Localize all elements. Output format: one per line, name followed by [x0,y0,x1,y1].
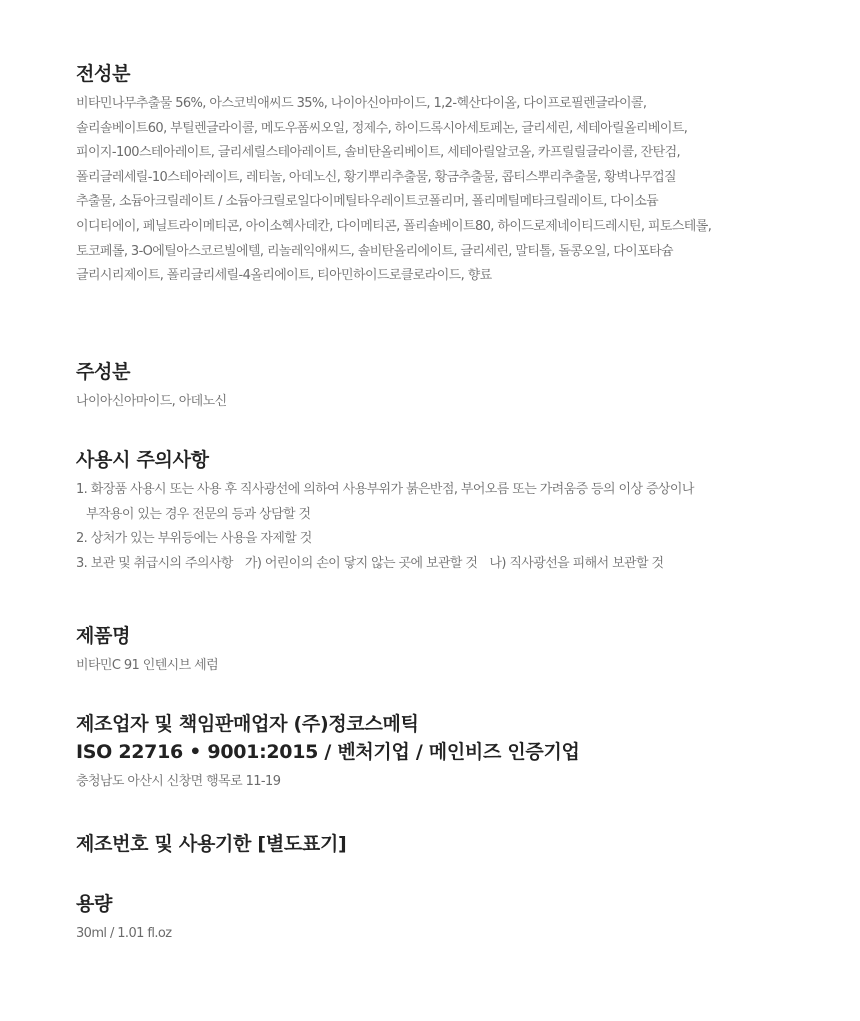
ingredients-list [76,92,711,289]
caution-item-1-line-1: 1. 화장품 사용시 또는 사용 후 직사광선에 의하여 사용부위가 붉은반점, 부어오름 또는 가려움증 등의 이상 증상이나 [76,482,694,497]
caution-item-3 [76,552,694,577]
caution-title: 사용시 주의사항 [76,449,209,471]
lot-section [76,830,346,858]
caution-list [76,478,694,576]
volume-text: 30ml / 1.01 fl.oz [76,926,172,941]
product-name-text: 비타민C 91 인텐시브 세럼 [76,658,219,673]
volume-title: 용량 [76,893,113,915]
certification-title: ISO 22716 • 9001:2015 / 벤처기업 / 메인비즈 인증기업 [76,741,580,763]
ingredients-line: 솔리솔베이트60, 부틸렌글라이콜, 메도우폼씨오일, 정제수, 하이드록시아세토페논, 글리세린, 세테아릴올리베이트, [76,120,688,136]
key-ingredients-title: 주성분 [76,361,131,383]
caution-item-3-b: 나) 직사광선을 피해서 보관할 것 [489,555,664,571]
ingredients-line: 토코페롤, 3-O에틸아스코르빌에텔, 리놀레익애씨드, 솔비탄올리에이트, 글리세린, 말티톨, 돌콩오일, 다이포타슘 [76,243,674,259]
ingredients-line: 폴리글레세릴-10스테아레이트, 레티놀, 아데노신, 황기뿌리추출물, 황금추출물, 콥티스뿌리추출물, 황벽나무껍질 [76,169,676,185]
ingredients-line: 피이지-100스테아레이트, 글리세릴스테아레이트, 솔비탄올리베이트, 세테아릴알코올, 카프릴릴글라이콜, 잔탄검, [76,145,681,161]
caution-item-1-line-2: 부작용이 있는 경우 전문의 등과 상담할 것 [86,506,311,522]
ingredients-line: 글리시리제이트, 폴리글리세릴-4올리에이트, 티아민하이드로클로라이드, 향료 [76,268,492,284]
ingredients-line: 추출물, 소듐아크릴레이트 / 소듐아크릴로일다이메틸타우레이트코폴리머, 폴리메틸메타크릴레이트, 다이소듐 [76,194,659,210]
key-ingredients-section [76,358,227,415]
ingredients-line: 이디티에이, 페닐트라이메티콘, 아이소헥사데칸, 다이메티콘, 폴리솔베이트80, 하이드로제네이티드레시틴, 피토스테롤, [76,218,712,234]
caution-item-2: 2. 상처가 있는 부위등에는 사용을 자제할 것 [76,531,312,547]
key-ingredients-text: 나이아신아마이드, 아데노신 [76,394,227,409]
volume-section [76,890,171,947]
lot-title: 제조번호 및 사용기한 [별도표기] [76,833,347,855]
caution-section [76,446,694,576]
ingredients-section [76,60,711,289]
product-name-section [76,622,218,679]
caution-item-3-heading: 3. 보관 및 취급시의 주의사항 [76,555,233,571]
ingredients-line: 비타민나무추출물 56%, 아스코빅애씨드 35%, 나이아신아마이드, 1,2-헥산다이올, 다이프로필렌글라이콜, [76,96,647,111]
product-name-title: 제품명 [76,625,131,647]
manufacturer-section [76,710,580,795]
ingredients-title: 전성분 [76,63,131,85]
manufacturer-address: 충청남도 아산시 신창면 행목로 11-19 [76,774,281,789]
manufacturer-title: 제조업자 및 책임판매업자 (주)정코스메틱 [76,713,419,735]
caution-item-3-a: 가) 어린이의 손이 닿지 않는 곳에 보관할 것 [244,555,478,571]
